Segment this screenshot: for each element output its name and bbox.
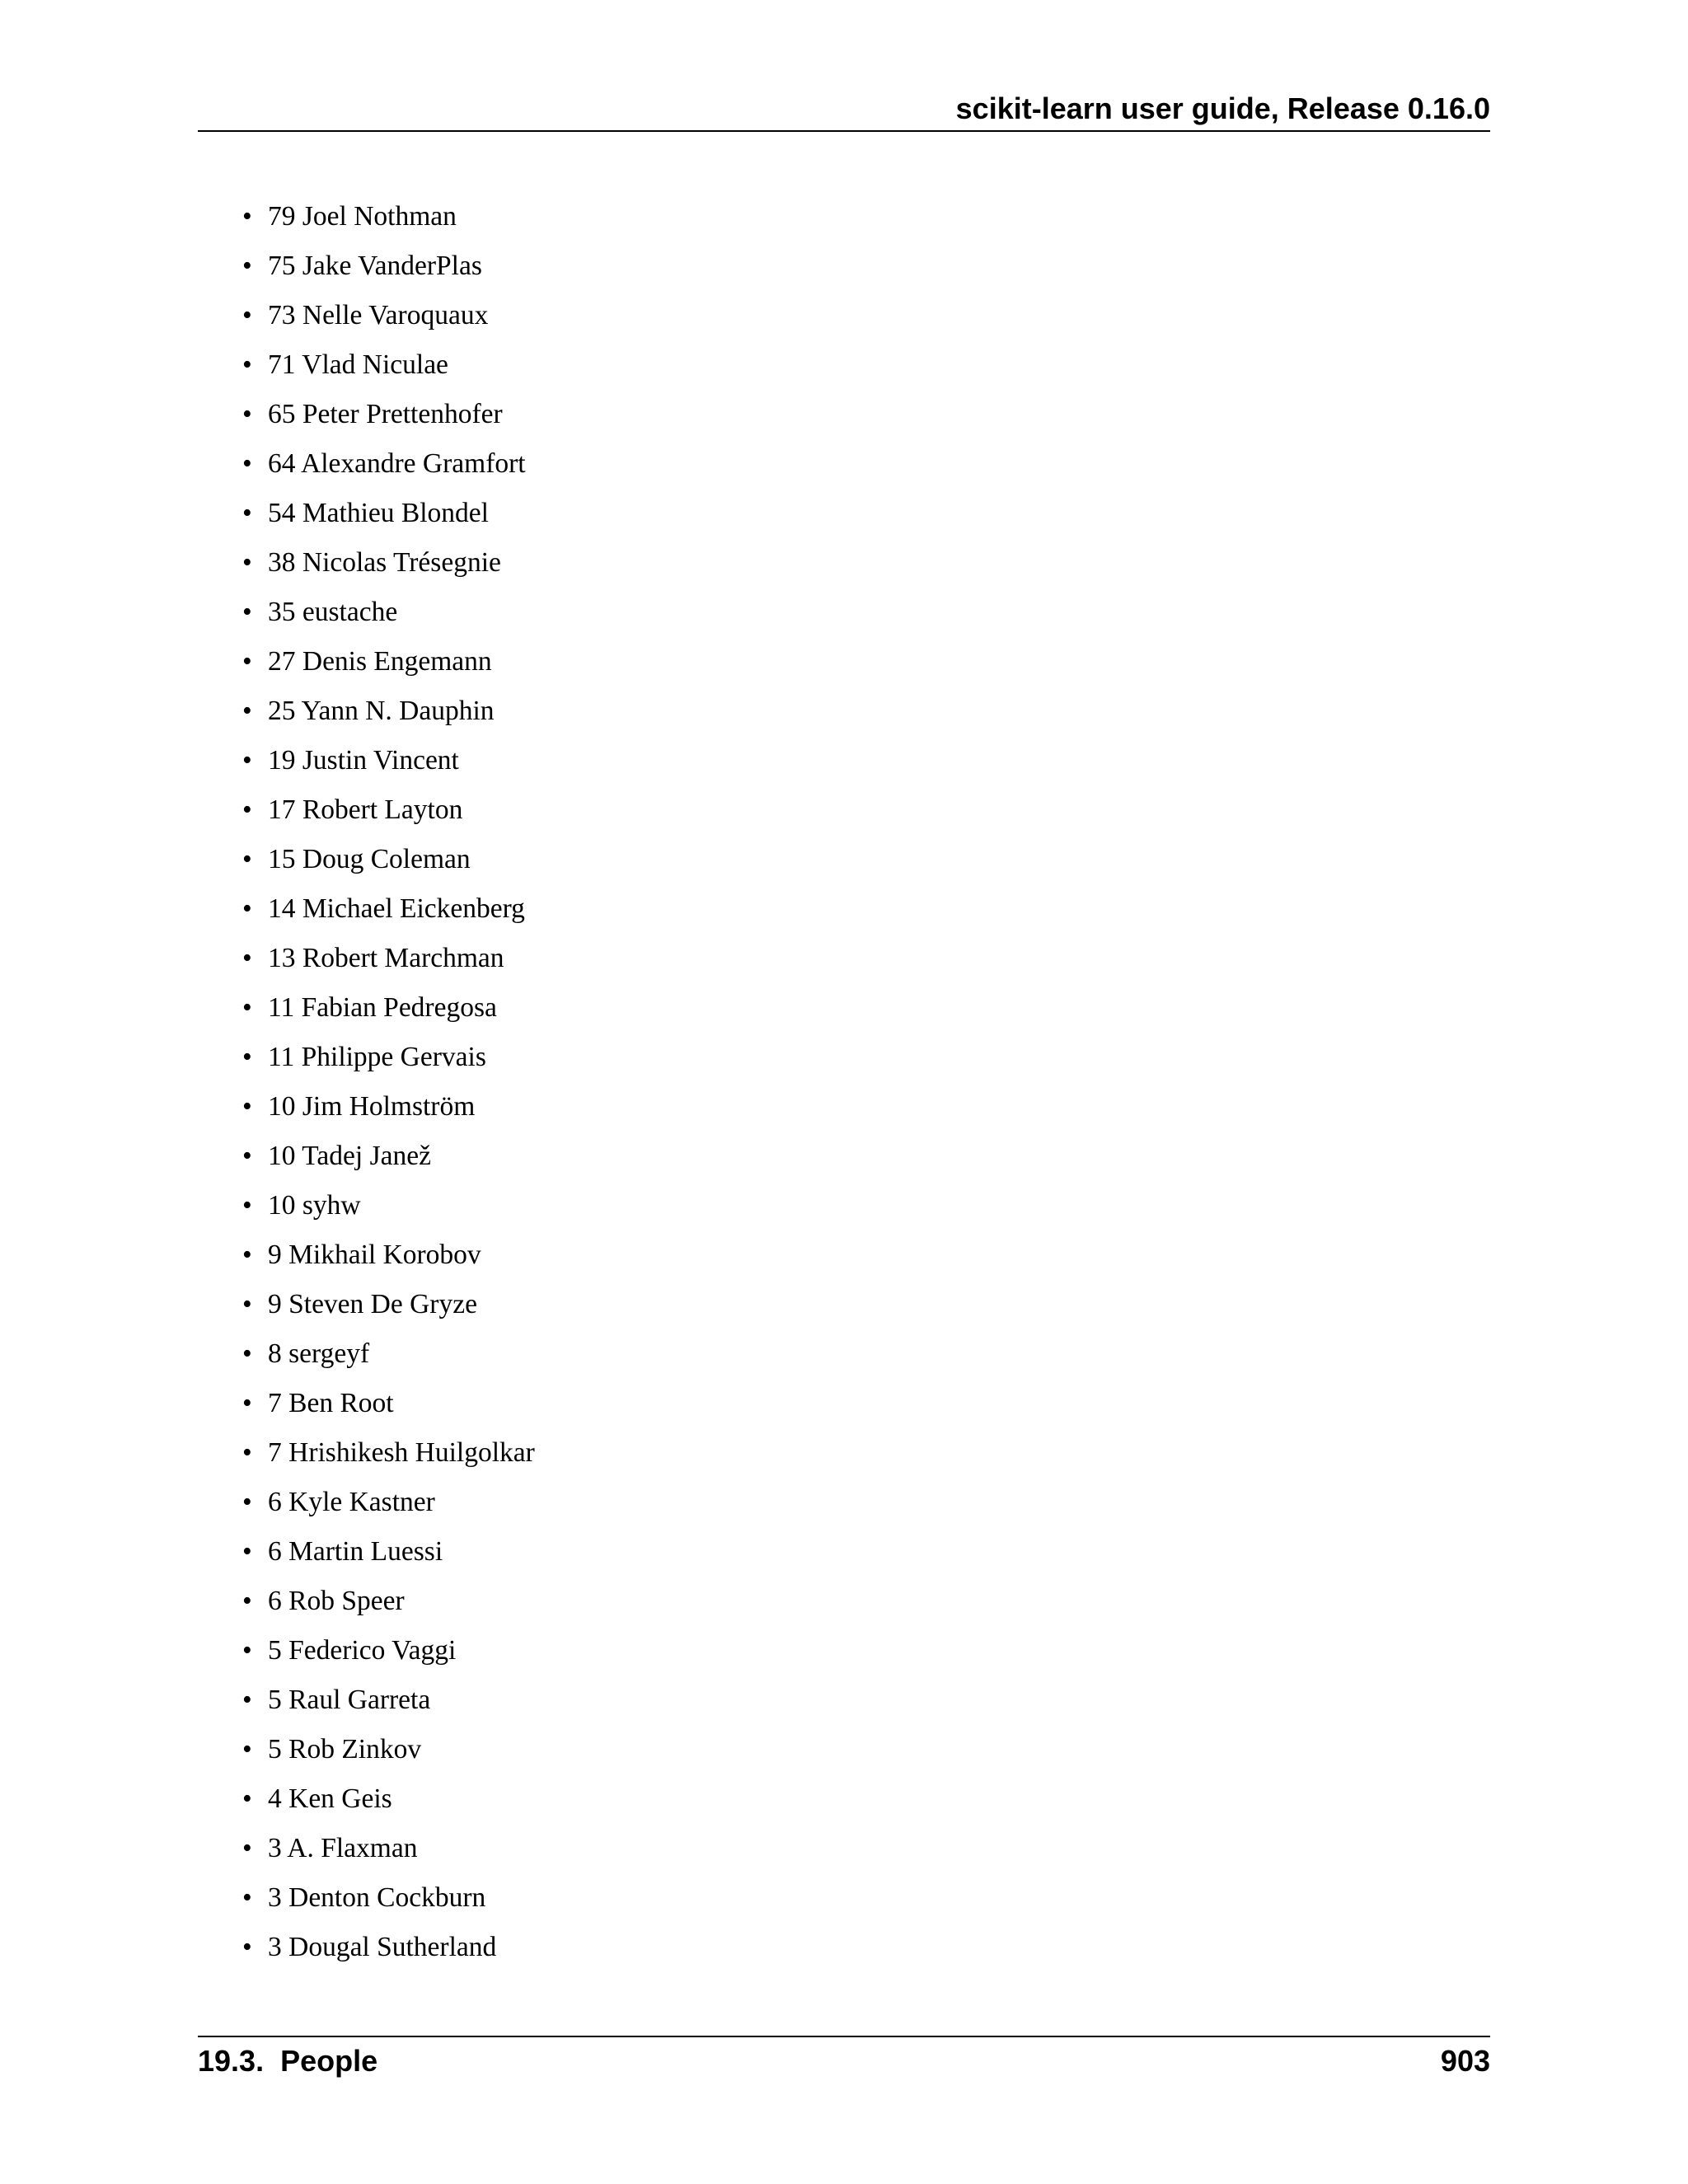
bullet-icon: • bbox=[242, 1190, 252, 1221]
list-item bbox=[0, 344, 535, 393]
contributor-entry: 65 Peter Prettenhofer bbox=[268, 399, 503, 429]
bullet-icon: • bbox=[242, 1685, 252, 1715]
bullet-icon: • bbox=[242, 696, 252, 726]
bullet-icon: • bbox=[242, 1437, 252, 1468]
list-item bbox=[0, 1382, 535, 1432]
list-item bbox=[0, 1234, 535, 1283]
bullet-icon: • bbox=[242, 646, 252, 677]
list-item bbox=[0, 591, 535, 640]
list-item bbox=[0, 1728, 535, 1778]
contributor-entry: 11 Fabian Pedregosa bbox=[268, 992, 497, 1023]
list-item bbox=[0, 937, 535, 987]
contributor-entry: 79 Joel Nothman bbox=[268, 201, 457, 232]
list-item bbox=[0, 443, 535, 492]
list-item bbox=[0, 1679, 535, 1728]
list-item bbox=[0, 195, 535, 245]
contributor-entry: 13 Robert Marchman bbox=[268, 943, 504, 973]
contributor-entry: 6 Martin Luessi bbox=[268, 1536, 443, 1567]
contributor-entry: 15 Doug Coleman bbox=[268, 844, 471, 874]
contributor-entry: 10 syhw bbox=[268, 1190, 361, 1221]
bullet-icon: • bbox=[242, 745, 252, 776]
list-item bbox=[0, 1530, 535, 1580]
bullet-icon: • bbox=[242, 547, 252, 578]
contributor-entry: 5 Rob Zinkov bbox=[268, 1734, 422, 1765]
list-item bbox=[0, 789, 535, 838]
list-item bbox=[0, 640, 535, 690]
contributor-entry: 8 sergeyf bbox=[268, 1338, 370, 1369]
list-item bbox=[0, 245, 535, 294]
bullet-icon: • bbox=[242, 893, 252, 924]
list-item bbox=[0, 1629, 535, 1679]
bullet-icon: • bbox=[242, 1240, 252, 1270]
contributor-entry: 73 Nelle Varoquaux bbox=[268, 300, 489, 330]
contributor-entry: 27 Denis Engemann bbox=[268, 646, 492, 677]
contributor-entry: 7 Ben Root bbox=[268, 1388, 394, 1418]
contributor-entry: 7 Hrishikesh Huilgolkar bbox=[268, 1437, 535, 1468]
contributor-entry: 11 Philippe Gervais bbox=[268, 1042, 486, 1072]
list-item bbox=[0, 393, 535, 443]
bullet-icon: • bbox=[242, 1487, 252, 1517]
bullet-icon: • bbox=[242, 201, 252, 232]
list-item bbox=[0, 1085, 535, 1135]
bullet-icon: • bbox=[242, 1338, 252, 1369]
list-item bbox=[0, 1778, 535, 1827]
page-number: 903 bbox=[1440, 2044, 1490, 2078]
contributor-entry: 14 Michael Eickenberg bbox=[268, 893, 525, 924]
bullet-icon: • bbox=[242, 1042, 252, 1072]
bullet-icon: • bbox=[242, 844, 252, 874]
list-item bbox=[0, 888, 535, 937]
contributors-list bbox=[0, 195, 535, 1975]
bullet-icon: • bbox=[242, 1141, 252, 1171]
bullet-icon: • bbox=[242, 448, 252, 479]
bullet-icon: • bbox=[242, 1586, 252, 1616]
contributor-entry: 9 Mikhail Korobov bbox=[268, 1240, 481, 1270]
list-item bbox=[0, 1333, 535, 1382]
list-item bbox=[0, 294, 535, 344]
list-item bbox=[0, 838, 535, 888]
bullet-icon: • bbox=[242, 992, 252, 1023]
header-divider bbox=[198, 130, 1490, 132]
contributor-entry: 17 Robert Layton bbox=[268, 794, 463, 825]
list-item bbox=[0, 739, 535, 789]
footer-section-title: 19.3. People bbox=[198, 2044, 378, 2078]
contributor-entry: 71 Vlad Niculae bbox=[268, 349, 448, 380]
list-item bbox=[0, 492, 535, 541]
bullet-icon: • bbox=[242, 349, 252, 380]
contributor-entry: 6 Kyle Kastner bbox=[268, 1487, 435, 1517]
list-item bbox=[0, 541, 535, 591]
bullet-icon: • bbox=[242, 1882, 252, 1913]
bullet-icon: • bbox=[242, 597, 252, 627]
contributor-entry: 5 Raul Garreta bbox=[268, 1685, 431, 1715]
bullet-icon: • bbox=[242, 1536, 252, 1567]
contributor-entry: 5 Federico Vaggi bbox=[268, 1635, 457, 1666]
bullet-icon: • bbox=[242, 794, 252, 825]
bullet-icon: • bbox=[242, 1734, 252, 1765]
contributor-entry: 3 Dougal Sutherland bbox=[268, 1932, 497, 1962]
bullet-icon: • bbox=[242, 251, 252, 281]
bullet-icon: • bbox=[242, 1289, 252, 1319]
contributor-entry: 38 Nicolas Trésegnie bbox=[268, 547, 501, 578]
list-item bbox=[0, 1877, 535, 1926]
bullet-icon: • bbox=[242, 1932, 252, 1962]
contributor-entry: 6 Rob Speer bbox=[268, 1586, 405, 1616]
list-item bbox=[0, 1926, 535, 1975]
bullet-icon: • bbox=[242, 1091, 252, 1122]
list-item bbox=[0, 1184, 535, 1234]
contributor-entry: 10 Jim Holmström bbox=[268, 1091, 476, 1122]
contributor-entry: 19 Justin Vincent bbox=[268, 745, 459, 776]
bullet-icon: • bbox=[242, 1388, 252, 1418]
bullet-icon: • bbox=[242, 1635, 252, 1666]
list-item bbox=[0, 1036, 535, 1085]
footer-divider bbox=[198, 2036, 1490, 2037]
bullet-icon: • bbox=[242, 943, 252, 973]
bullet-icon: • bbox=[242, 1783, 252, 1814]
running-header-title: scikit-learn user guide, Release 0.16.0 bbox=[955, 91, 1490, 125]
list-item bbox=[0, 1481, 535, 1530]
bullet-icon: • bbox=[242, 498, 252, 528]
contributor-entry: 25 Yann N. Dauphin bbox=[268, 696, 495, 726]
contributor-entry: 9 Steven De Gryze bbox=[268, 1289, 477, 1319]
contributor-entry: 75 Jake VanderPlas bbox=[268, 251, 482, 281]
contributor-entry: 3 A. Flaxman bbox=[268, 1833, 418, 1863]
list-item bbox=[0, 1135, 535, 1184]
contributor-entry: 64 Alexandre Gramfort bbox=[268, 448, 526, 479]
contributor-entry: 10 Tadej Janež bbox=[268, 1141, 431, 1171]
contributor-entry: 4 Ken Geis bbox=[268, 1783, 392, 1814]
list-item bbox=[0, 1283, 535, 1333]
contributor-entry: 35 eustache bbox=[268, 597, 398, 627]
list-item bbox=[0, 690, 535, 739]
list-item bbox=[0, 1580, 535, 1629]
bullet-icon: • bbox=[242, 1833, 252, 1863]
bullet-icon: • bbox=[242, 300, 252, 330]
bullet-icon: • bbox=[242, 399, 252, 429]
contributor-entry: 3 Denton Cockburn bbox=[268, 1882, 486, 1913]
list-item bbox=[0, 1432, 535, 1481]
list-item bbox=[0, 987, 535, 1036]
contributor-entry: 54 Mathieu Blondel bbox=[268, 498, 489, 528]
list-item bbox=[0, 1827, 535, 1877]
